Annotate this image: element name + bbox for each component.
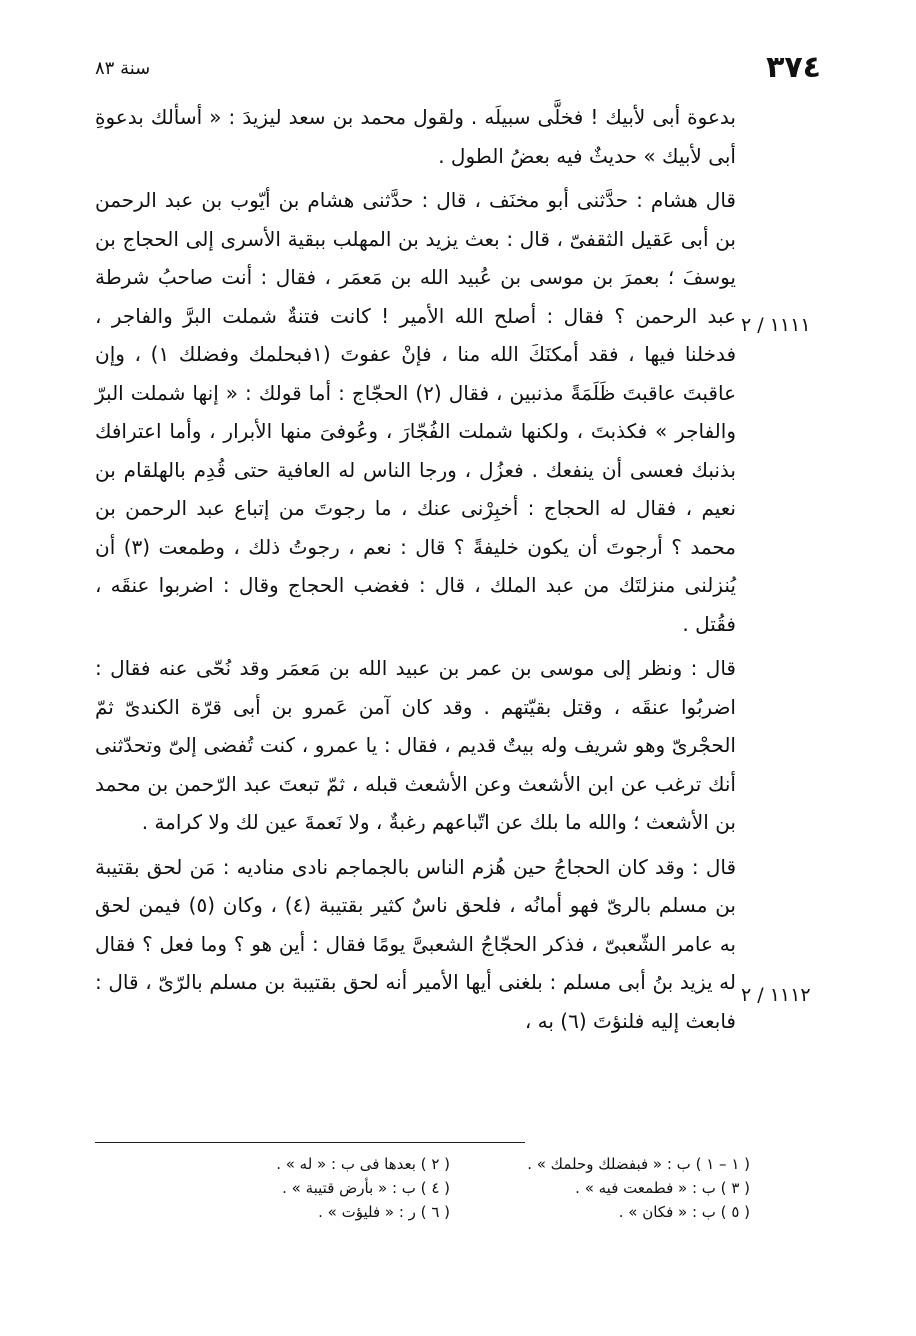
page-number: ٣٧٤ (766, 50, 821, 85)
running-head-year: سنة ٨٣ (95, 58, 151, 79)
paragraph: قال : ونظر إلى موسى بن عمر بن عبيد الله بن مَعمَر وقد نُحّى عنه فقال : اضربُوا عنقَه ، وقتل بقيّتهم . وقد كان آمن عَمرو بن أبى قرّة الكندىّ ثمّ الحجْرىّ وهو شريف وله بيتٌ قديم ، فقال : يا عمرو ، كنت تُفضى إلىّ وتحدّثنى أنك ترغب عن ابن الأشعث وعن الأشعث قبله ، ثمّ تبعتَ عبد الرّحمن بن محمد بن الأشعث ؛ والله ما بلك عن اتّباعهم رغبةٌ ، ولا نَعمةَ عين لك ولا كرامة . (95, 656, 736, 834)
margin-reference-1: ١١١١ / ٢ (741, 314, 811, 336)
margin-reference-2: ١١١٢ / ٢ (741, 984, 811, 1006)
main-text (95, 98, 736, 1040)
paragraph: قال هشام : حدَّثنى أبو مخنَف ، قال : حدَّثنى هشام بن أيّوب بن عبد الرحمن بن أبى عَقيل الثقفىّ ، قال : بعث يزيد بن المهلب ببقية الأسرى إلى الحجاج بن يوسفَ ؛ بعمرَ بن موسى بن عُبيد الله بن مَعمَر ، فقال : أنت صاحبُ شرطة عبد الرحمن ؟ فقال : أصلح الله الأمير ! كانت فتنةٌ شملت البرَّ والفاجر ، فدخلنا فيها ، فقد أمكنَكَ الله منا ، فإنْ عفوتَ (١فبحلمك وفضلك ١) ، وإن عاقبتَ عاقبتَ ظَلَمَةً مذنبين ، فقال (٢) الحجّاج : أما قولك : « إنها شملت البرّ والفاجر » فكذبتَ ، ولكنها شملت الفُجّارَ ، وعُوفىَ منها الأبرار ، وأما اعترافك بذنبك فعسى أن ينفعك . فعزُل ، ورجا الناس له العافية حتى قُدِم بالهلقام بن نعيم ، فقال له الحجاج : أخبِرْنى عنك ، ما رجوتَ من إتباع عبد الرحمن بن محمد ؟ أرجوتَ أن يكون خليفةً ؟ قال : نعم ، رجوتُ ذلك ، وطمعت (٣) أن يُنزلنى منزلتَك من عبد الملك ، قال : فغضب الحجاج وقال : اضربوا عنقَه ، فقُتل . (95, 188, 737, 636)
footnote: ( ١ – ١ ) ب : « فبفضلك وحلمك » . (527, 1155, 750, 1173)
footnotes (190, 1152, 750, 1224)
footnote: ( ٤ ) ب : « بأرض قتيبة » . (282, 1179, 450, 1197)
footnote-row (190, 1152, 750, 1176)
footnote-row (190, 1176, 750, 1200)
footnote: ( ٦ ) ر : « فليؤت » . (318, 1203, 450, 1221)
footnote-separator (95, 1142, 525, 1143)
page-header (95, 50, 821, 90)
paragraph: قال : وقد كان الحجاجُ حين هُزم الناس بالجماجم نادى مناديه : مَن لحق بقتيبة بن مسلم بالرىّ فهو أمانُه ، فلحق ناسٌ كثير بقتيبة (٤) ، وكان (٥) فيمن لحق به عامر الشّعبىّ ، فذكر الحجّاجُ الشعبىَّ يومًا فقال : أين هو ؟ وما فعل ؟ فقال له يزيد بنُ أبى مسلم : بلغنى أيها الأمير أنه لحق بقتيبة بن مسلم بالرّىّ ، قال : فابعث إليه فلنؤتَ (٦) به ، (95, 854, 736, 1033)
footnote: ( ٣ ) ب : « فطمعت فيه » . (575, 1179, 750, 1197)
footnote-row (190, 1200, 750, 1224)
footnote: ( ٥ ) ب : « فكان » . (618, 1203, 750, 1221)
footnote: ( ٢ ) بعدها فى ب : « له » . (276, 1155, 450, 1173)
paragraph: بدعوة أبى لأبيك ! فخلَّى سبيلَه . ولقول محمد بن سعد ليزيدَ : « أسألك بدعوةِ أبى لأبيك » حديثٌ فيه بعضُ الطول . (95, 105, 736, 168)
